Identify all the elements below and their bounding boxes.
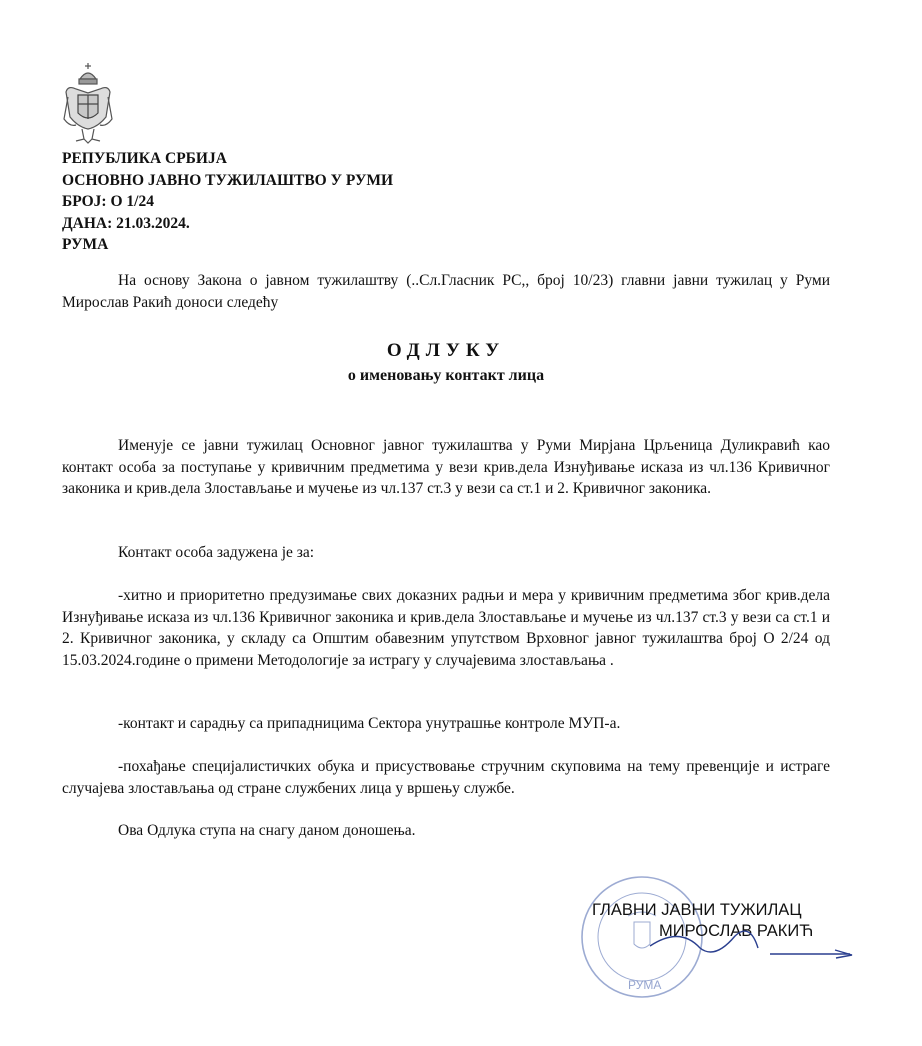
document-title: ОДЛУКУ <box>386 340 506 361</box>
document-date: ДАНА: 21.03.2024. <box>62 214 190 232</box>
duty-item-2: -контакт и сарадњу са припадницима Сектора унутрашње контроле МУП-а. <box>118 715 621 732</box>
coat-of-arms-icon <box>62 57 114 147</box>
document-header <box>62 148 393 256</box>
closing-paragraph: Ова Одлука ступа на снагу даном доношења. <box>118 822 416 839</box>
duties-intro: Контакт особа задужена је за: <box>118 544 315 561</box>
intro-paragraph: На основу Закона о јавном тужилаштву (..Сл.Гласник РС,, број 10/23) главни јавни тужилац у Руми Мирослав Ракић доноси следећу <box>62 272 830 311</box>
case-number: БРОЈ: О 1/24 <box>62 193 154 210</box>
signatory-name: МИРОСЛАВ РАКИЋ <box>659 922 814 940</box>
republic-name: РЕПУБЛИКА СРБИЈА <box>62 150 227 167</box>
office-name: ОСНОВНО ЈАВНО ТУЖИЛАШТВО У РУМИ <box>62 171 394 189</box>
seal-text: РУМА <box>628 978 662 992</box>
handwritten-signature <box>640 918 860 968</box>
document-subtitle: о именовању контакт лица <box>347 367 545 384</box>
duty-item-3: -похађање специјалистичких обука и присуствовање стручним скуповима на тему превенције и истраге случајева злостављања од стране службених лица у вршењу службе. <box>62 758 830 797</box>
duty-item-1: -хитно и приоритетно предузимање свих доказних радњи и мера у кривичним предметима због крив.дела Изнуђивање исказа из чл.136 Кривичног законика и крив.дела Злостављање и мучење из чл.137 ст.3 у вези са ст.1 и 2. Кривичног законика, у складу са Општим обавезним упутством Врховног јавног тужилаштва број О 2/24 од 15.03.2024.године о примени Методологије за истрагу у случајевима злостављања . <box>62 587 830 669</box>
city-name: РУМА <box>62 236 109 253</box>
appointment-paragraph: Именује се јавни тужилац Основног јавног тужилаштва у Руми Мирјана Црљеница Дуликравић као контакт особа за поступање у кривичним предметима у вези крив.дела Изнуђивање исказа из чл.136 Кривичног законика и крив.дела Злостављање и мучење из чл.137 ст.3 у вези са ст.1 и 2. Кривичног законика. <box>62 437 830 497</box>
signatory-title: ГЛАВНИ ЈАВНИ ТУЖИЛАЦ <box>592 901 802 919</box>
